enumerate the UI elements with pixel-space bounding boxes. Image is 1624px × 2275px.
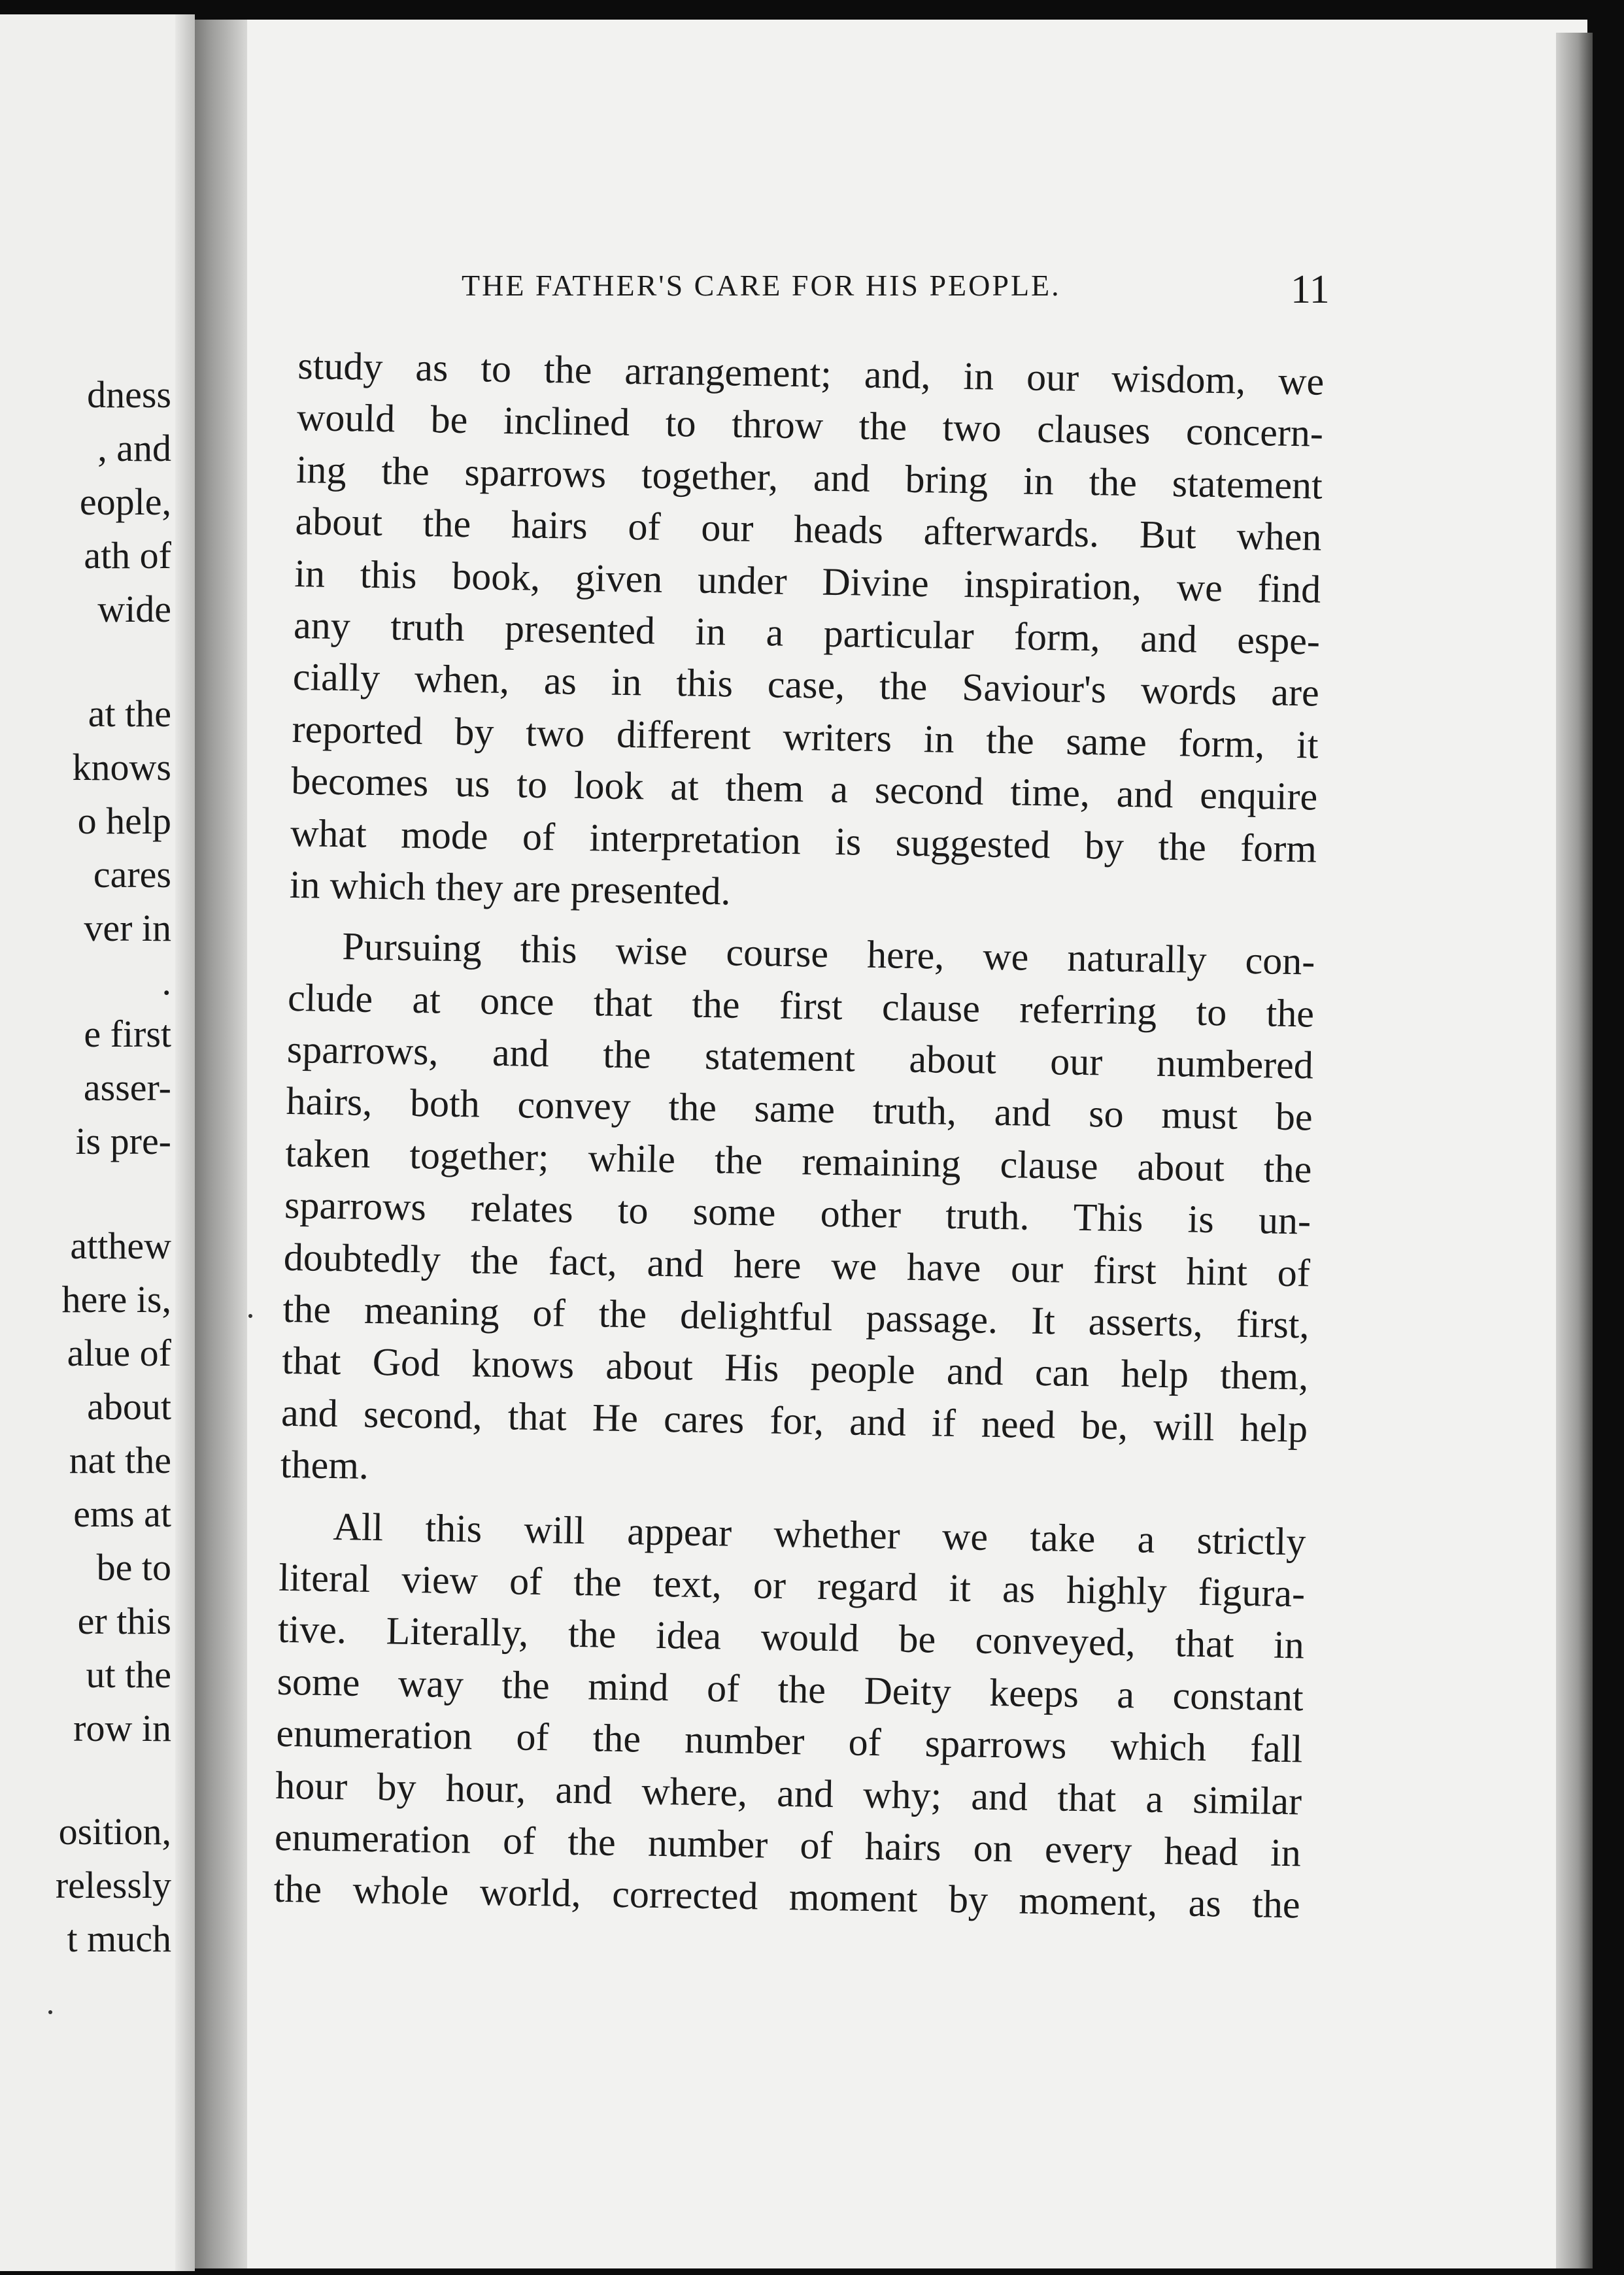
left-page-line: atthew [70,1224,171,1267]
text-line: ing the sparrows together, and bring in the statement [296,447,1323,507]
text-line: about the hairs of our heads afterwards. But when [295,499,1322,559]
left-page-line: ver in [84,907,171,949]
text-line: clude at once that the first clause referring to the [287,975,1315,1036]
body-text [273,340,1325,1931]
left-page-line: knows [72,746,171,788]
left-page-line: . [161,960,171,1003]
left-page-line: o help [77,800,171,842]
text-line: enumeration of the number of hairs on every head in [274,1815,1302,1875]
left-page-line: asser- [83,1066,171,1109]
paragraph [273,1500,1306,1931]
text-line: literal view of the text, or regard it as highly figura- [278,1555,1306,1615]
text-line: doubtedly the fact, and here we have our first hint of [283,1235,1311,1295]
print-speck [48,2010,52,2014]
right-page-edge [1556,33,1593,2268]
text-line: the whole world, corrected moment by moment, as the [273,1867,1301,1927]
text-line: enumeration of the number of sparrows which fall [276,1711,1303,1771]
left-page-line: is pre- [75,1120,171,1162]
text-line: what mode of interpretation is suggested by the form [290,811,1317,871]
left-page-line: t much [67,1917,171,1960]
left-page-line: alue of [67,1332,171,1374]
left-page-line: cares [93,853,171,896]
text-line: reported by two different writers in the same form, it [292,707,1319,767]
text-line: some way the mind of the Deity keeps a constant [277,1659,1304,1719]
text-line: tive. Literally, the idea would be conveyed, that in [277,1608,1305,1667]
text-line: and second, that He cares for, and if need be, will help [280,1390,1308,1451]
text-line: sparrows, and the statement about our numbered [286,1027,1314,1087]
text-line: Pursuing this wise course here, we naturally con- [341,924,1315,983]
text-line: in which they are presented. [289,862,732,913]
text-line: the meaning of the delightful passage. It asserts, first, [282,1287,1310,1347]
left-page-line: , and [97,427,171,469]
running-head: THE FATHER'S CARE FOR HIS PEOPLE. [462,269,1061,302]
left-page-line: ath of [84,534,171,577]
left-gutter-shadow [175,14,195,2271]
text-line: them. [280,1442,369,1488]
text-line: hairs, both convey the same truth, and so must be [286,1079,1313,1139]
left-page-line: row in [73,1707,171,1749]
text-line: hour by hour, and where, and why; and that a similar [275,1763,1302,1823]
paragraph [289,340,1325,927]
left-page-line: osition, [58,1810,171,1853]
left-page-line: be to [96,1546,171,1589]
left-page-line: eople, [79,480,171,523]
text-line: that God knows about His people and can help them, [281,1339,1309,1398]
left-page-line: dness [87,373,171,416]
left-page-line: wide [97,588,171,630]
book-spine-gutter [195,20,247,2268]
page-number: 11 [1291,267,1330,312]
text-line: any truth presented in a particular form, and espe- [293,603,1321,663]
text-line: becomes us to look at them a second time, and enquire [290,759,1318,818]
paragraph [280,920,1315,1507]
left-page-line: relessly [55,1864,171,1906]
text-line: sparrows relates to some other truth. This is un- [284,1183,1311,1243]
left-page-line: e first [84,1013,171,1055]
left-page-fragment [0,14,195,2271]
text-line: study as to the arrangement; and, in our wisdom, we [297,343,1325,403]
text-line: would be inclined to throw the two clauses concern- [296,396,1324,456]
left-page-line: here is, [61,1278,171,1321]
text-line: cially when, as in this case, the Saviour's words are [292,655,1320,715]
text-line: All this will appear whether we take a strictly [332,1504,1306,1564]
text-line: in this book, given under Divine inspiration, we find [294,551,1321,611]
text-line: taken together; while the remaining clause about the [284,1131,1312,1191]
left-page-line: ems at [73,1492,171,1535]
left-page-line: er this [77,1600,171,1642]
left-page-line: nat the [69,1439,171,1481]
print-speck [248,1314,252,1318]
left-page-line: at the [88,692,171,735]
left-page-line: ut the [86,1653,171,1696]
left-page-line: about [87,1385,171,1428]
